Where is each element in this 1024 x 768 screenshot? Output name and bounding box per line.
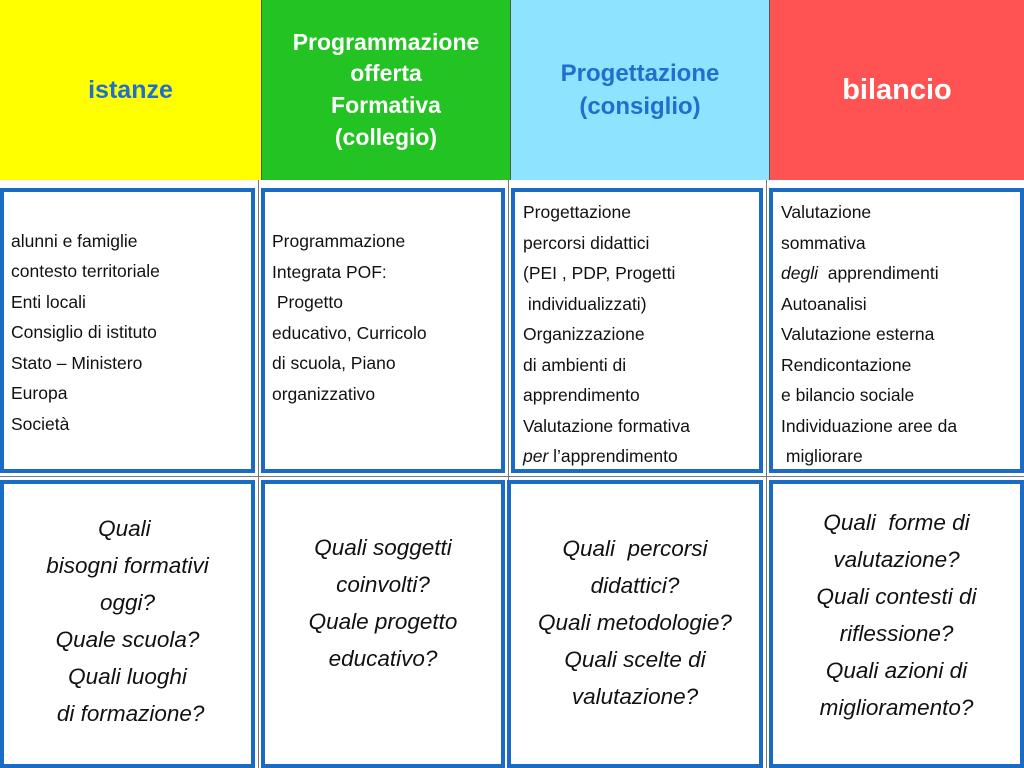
progettazione-text-b: l’apprendimento [548,446,678,466]
bilancio-text-italic: degli [781,263,818,283]
progettazione-text-italic: per [523,446,549,466]
istanze-questions-box [0,480,255,768]
header-progettazione-label: Progettazione (consiglio) [560,59,720,120]
programmazione-list: Programmazione Integrata POF: Progetto educativo, Curricolo di scuola, Piano organizzativo [272,231,427,404]
header-istanze [0,0,262,180]
progettazione-list [515,197,759,472]
header-programmazione-label: Programmazione offerta Formativa (collegio) [292,28,480,150]
programmazione-content-box [261,188,505,473]
grid-line-v1 [258,180,259,768]
bilancio-content-box [769,188,1024,473]
header-istanze-label: istanze [88,75,173,104]
bilancio-text-a: Valutazione sommativa [781,202,872,253]
header-bilancio-label: bilancio [842,73,952,106]
bilancio-list [773,197,1020,472]
istanze-questions: Quali bisogni formativi oggi? Quale scuola? Quali luoghi di formazione? [46,516,209,726]
header-programmazione [262,0,511,180]
header-progettazione [511,0,770,180]
header-bilancio [770,0,1024,180]
grid-line-h1 [0,476,1024,477]
progettazione-content-box [511,188,763,473]
bilancio-text-b: apprendimenti Autoanalisi Valutazione esterna Rendicontazione e bilancio sociale Individuazione aree da migliorare [781,263,958,466]
bilancio-questions-box [769,480,1024,768]
bilancio-questions: Quali forme di valutazione? Quali contesti di riflessione? Quali azioni di miglioramento? [816,510,977,720]
istanze-list: alunni e famiglie contesto territoriale Enti locali Consiglio di istituto Stato – Ministero Europa Società [11,230,160,434]
progettazione-questions-box [507,480,763,768]
programmazione-questions-box [261,480,505,768]
progettazione-text-a: Progettazione percorsi didattici (PEI , PDP, Progetti individualizzati) Organizzazione di ambienti di apprendimento Valutazione formativa [523,202,690,436]
progettazione-questions: Quali percorsi didattici? Quali metodologie? Quali scelte di valutazione? [538,535,732,709]
programmazione-questions: Quali soggetti coinvolti? Quale progetto educativo? [308,535,458,671]
grid-line-v3 [766,180,767,768]
istanze-content-box [0,188,255,473]
